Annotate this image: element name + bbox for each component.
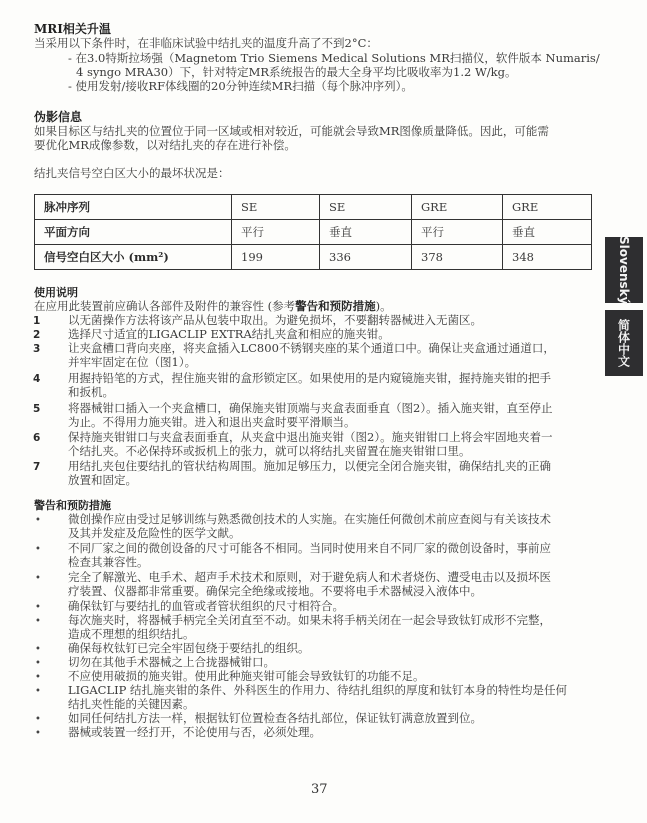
warning-text: 结扎夹性能的关键因素。 <box>68 697 195 711</box>
table-cell: GRE <box>503 195 592 220</box>
artifact-text-line: 要优化MR成像参数，以对结扎夹的存在进行补偿。 <box>34 138 296 152</box>
step-number: 7 <box>33 461 41 473</box>
signal-void-table <box>34 194 592 270</box>
step-text: 将器械钳口插入一个夹盒槽口，确保施夹钳顶端与夹盒表面垂直（图2）。插入施夹钳，直至停止 <box>68 401 553 415</box>
step-text: 让夹盒槽口背向夹座，将夹盒插入LC800不锈钢夹座的某个通道口中。确保让夹盒通过通道口， <box>68 341 555 355</box>
language-tab-label: 简体中文 <box>616 319 631 367</box>
table-cell: 378 <box>412 245 503 270</box>
step-text: 为止。不得用力施夹钳。进入和退出夹盒时要平滑顺当。 <box>68 415 356 429</box>
step-text: 用结扎夹包住要结扎的管状结构周围。施加足够压力，以便完全闭合施夹钳，确保结扎夹的正确 <box>68 459 551 473</box>
section-title-warnings: 警告和预防措施 <box>34 499 111 512</box>
row-label: 脉冲序列 <box>35 195 232 220</box>
mri-heating-intro: 当采用以下条件时，在非临床试验中结扎夹的温度升高了不到2°C： <box>34 36 378 50</box>
bullet: • <box>35 616 41 627</box>
warning-text: 疗装置、仪器都非常重要。确保完全绝缘或接地。不要将电手术器械浸入液体中。 <box>68 584 482 598</box>
step-number: 5 <box>33 403 41 415</box>
usage-intro-end: )。 <box>375 299 392 313</box>
bullet: • <box>35 686 41 697</box>
bullet: • <box>35 573 41 584</box>
step-number: 4 <box>33 373 41 385</box>
usage-intro <box>34 300 392 313</box>
page-number: 37 <box>311 782 328 797</box>
usage-intro-text: 在应用此装置前应确认各部件及附件的兼容性 (参考 <box>34 299 296 313</box>
table-cell: 平行 <box>232 220 320 245</box>
step-text: 用握持铅笔的方式，捏住施夹钳的盒形锁定区。如果使用的是内窥镜施夹钳，握持施夹钳的把手 <box>68 371 551 385</box>
mri-condition-line: - 使用发射/接收RF体线圈的20分钟连续MR扫描（每个脉冲序列）。 <box>68 79 413 93</box>
bullet: • <box>35 602 41 613</box>
step-text: 选择尺寸适宜的LIGACLIP EXTRA结扎夹盒和相应的施夹钳。 <box>68 327 390 341</box>
warning-text: LIGACLIP 结扎施夹钳的条件、外科医生的作用力、待结扎组织的厚度和钛钉本身的特性均是任何 <box>68 683 568 697</box>
bullet: • <box>35 728 41 739</box>
table-row <box>35 195 592 220</box>
table-cell: 336 <box>320 245 412 270</box>
section-title-mri-heating: MRI相关升温 <box>34 22 111 36</box>
warning-text: 确保每枚钛钉已完全牢固包绕于要结扎的组织。 <box>68 641 310 655</box>
language-tab-slovensky[interactable] <box>605 237 643 303</box>
bullet: • <box>35 658 41 669</box>
row-label: 信号空白区大小 (mm²) <box>35 245 232 270</box>
warning-text: 如同任何结扎方法一样，根据钛钉位置检查各结扎部位，保证钛钉满意放置到位。 <box>68 711 482 725</box>
warning-text: 器械或装置一经打开，不论使用与否，必须处理。 <box>68 725 321 739</box>
warning-text: 不应使用破损的施夹钳。使用此种施夹钳可能会导致钛钉的功能不足。 <box>68 669 425 683</box>
table-cell: 垂直 <box>320 220 412 245</box>
bullet: • <box>35 515 41 526</box>
table-cell: 348 <box>503 245 592 270</box>
bullet: • <box>35 644 41 655</box>
table-row <box>35 245 592 270</box>
table-cell: SE <box>232 195 320 220</box>
table-row <box>35 220 592 245</box>
warning-text: 检查其兼容性。 <box>68 555 149 569</box>
step-text: 放置和固定。 <box>68 473 137 487</box>
language-tab-label: Slovenský <box>617 235 631 305</box>
warning-text: 微创操作应由受过足够训练与熟悉微创技术的人实施。在实施任何微创术前应查阅与有关该技术 <box>68 512 551 526</box>
language-tab-chinese[interactable] <box>605 310 643 376</box>
bullet: • <box>35 714 41 725</box>
table-cell: 199 <box>232 245 320 270</box>
bullet: • <box>35 544 41 555</box>
warning-text: 造成不理想的组织结扎。 <box>68 627 195 641</box>
warning-text: 完全了解激光、电手术、超声手术技术和原则，对于避免病人和术者烧伤、遭受电击以及损坏医 <box>68 570 551 584</box>
step-text: 并牢牢固定在位（图1）。 <box>68 355 197 369</box>
step-number: 3 <box>33 343 41 355</box>
bullet: • <box>35 672 41 683</box>
table-cell: 垂直 <box>503 220 592 245</box>
artifact-text-line: 如果目标区与结扎夹的位置位于同一区域或相对较近，可能就会导致MR图像质量降低。因此，可能需 <box>34 124 549 138</box>
mri-condition-line: - 在3.0特斯拉场强（Magnetom Trio Siemens Medical Solutions MR扫描仪，软件版本 Numaris/ <box>68 51 600 65</box>
section-title-usage: 使用说明 <box>34 286 78 299</box>
warnings-reference: 警告和预防措施 <box>295 299 376 313</box>
warning-text: 及其并发症及危险性的医学文献。 <box>68 526 241 540</box>
step-number: 1 <box>33 315 41 327</box>
mri-condition-line: 4 syngo MRA30）下，针对特定MR系统报告的最大全身平均比吸收率为1.2 W/kg。 <box>76 65 517 79</box>
step-number: 2 <box>33 329 41 341</box>
table-cell: SE <box>320 195 412 220</box>
row-label: 平面方向 <box>35 220 232 245</box>
worst-case-label: 结扎夹信号空白区大小的最坏状况是： <box>34 166 230 180</box>
warning-text: 不同厂家之间的微创设备的尺寸可能各不相同。当同时使用来自不同厂家的微创设备时，事前应 <box>68 541 551 555</box>
step-text: 个结扎夹。不必保持环或扳机上的张力，就可以将结扎夹留置在施夹钳钳口里。 <box>68 444 471 458</box>
step-text: 和扳机。 <box>68 385 114 399</box>
step-number: 6 <box>33 432 41 444</box>
table-cell: 平行 <box>412 220 503 245</box>
step-text: 以无菌操作方法将该产品从包装中取出。为避免损坏，不要翻转器械进入无菌区。 <box>68 313 482 327</box>
warning-text: 每次施夹时，将器械手柄完全关闭直至不动。如果未将手柄关闭在一起会导致钛钉成形不完整， <box>68 613 551 627</box>
section-title-artifact: 伪影信息 <box>34 110 83 124</box>
step-text: 保持施夹钳钳口与夹盒表面垂直，从夹盒中退出施夹钳（图2）。施夹钳钳口上将会牢固地夹着一 <box>68 430 553 444</box>
table-cell: GRE <box>412 195 503 220</box>
warning-text: 切勿在其他手术器械之上合拢器械钳口。 <box>68 655 275 669</box>
warning-text: 确保钛钉与要结扎的血管或者管状组织的尺寸相符合。 <box>68 599 344 613</box>
